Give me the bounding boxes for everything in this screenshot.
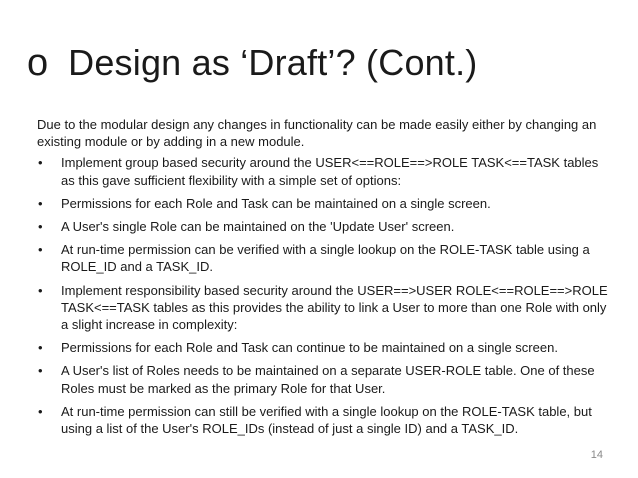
bullet-text: A User's list of Roles needs to be maintained on a separate USER-ROLE table. One of these Roles must be marked as the primary Role for that User.	[61, 363, 595, 396]
bullet-item	[37, 241, 611, 275]
bullet-text: A User's single Role can be maintained on the 'Update User' screen.	[61, 219, 455, 235]
bullet-item	[37, 339, 611, 356]
bullet-text: Permissions for each Role and Task can continue to be maintained on a single screen.	[61, 340, 558, 356]
bullet-dot-icon: •	[38, 195, 43, 211]
bullet-item	[37, 195, 611, 212]
bullet-text: Implement group based security around the USER<==ROLE==>ROLE TASK<==TASK tables as this gave sufficient flexibility with a simple set of options:	[61, 155, 599, 188]
bullet-dot-icon: •	[38, 242, 43, 258]
bullet-dot-icon: •	[38, 219, 43, 235]
bullet-item	[37, 403, 611, 437]
bullet-item	[37, 154, 611, 188]
intro-paragraph: Due to the modular design any changes in functionality can be made easily either by changing an existing module or by adding in a new module.	[37, 117, 597, 150]
bullet-item	[37, 218, 611, 235]
bullet-text: At run-time permission can be verified with a single lookup on the ROLE-TASK table using a ROLE_ID and a TASK_ID.	[61, 242, 590, 275]
bullet-item	[37, 362, 611, 396]
bullet-list	[37, 154, 611, 437]
slide-body	[37, 116, 611, 443]
slide-title: Design as ‘Draft’? (Cont.)	[68, 42, 478, 83]
bullet-dot-icon: •	[38, 155, 43, 171]
bullet-item	[37, 282, 611, 334]
bullet-text: Permissions for each Role and Task can be maintained on a single screen.	[61, 195, 491, 211]
bullet-dot-icon: •	[38, 363, 43, 379]
bullet-dot-icon: •	[38, 282, 43, 298]
bullet-text: At run-time permission can still be verified with a single lookup on the ROLE-TASK table, but using a list of the User's ROLE_IDs (instead of just a single ID) and a TASK_ID.	[61, 403, 592, 437]
bullet-dot-icon: •	[38, 340, 43, 356]
bullet-dot-icon: •	[38, 403, 43, 419]
page-number: 14	[590, 449, 603, 461]
bullet-text: Implement responsibility based security around the USER==>USER ROLE<==ROLE==>ROLE TASK<==TASK tables as this provides the ability to link a User to more than one Role with only a slight increase in complexity:	[61, 282, 608, 333]
title-bullet-icon: o	[27, 42, 49, 84]
title-row	[27, 44, 477, 82]
